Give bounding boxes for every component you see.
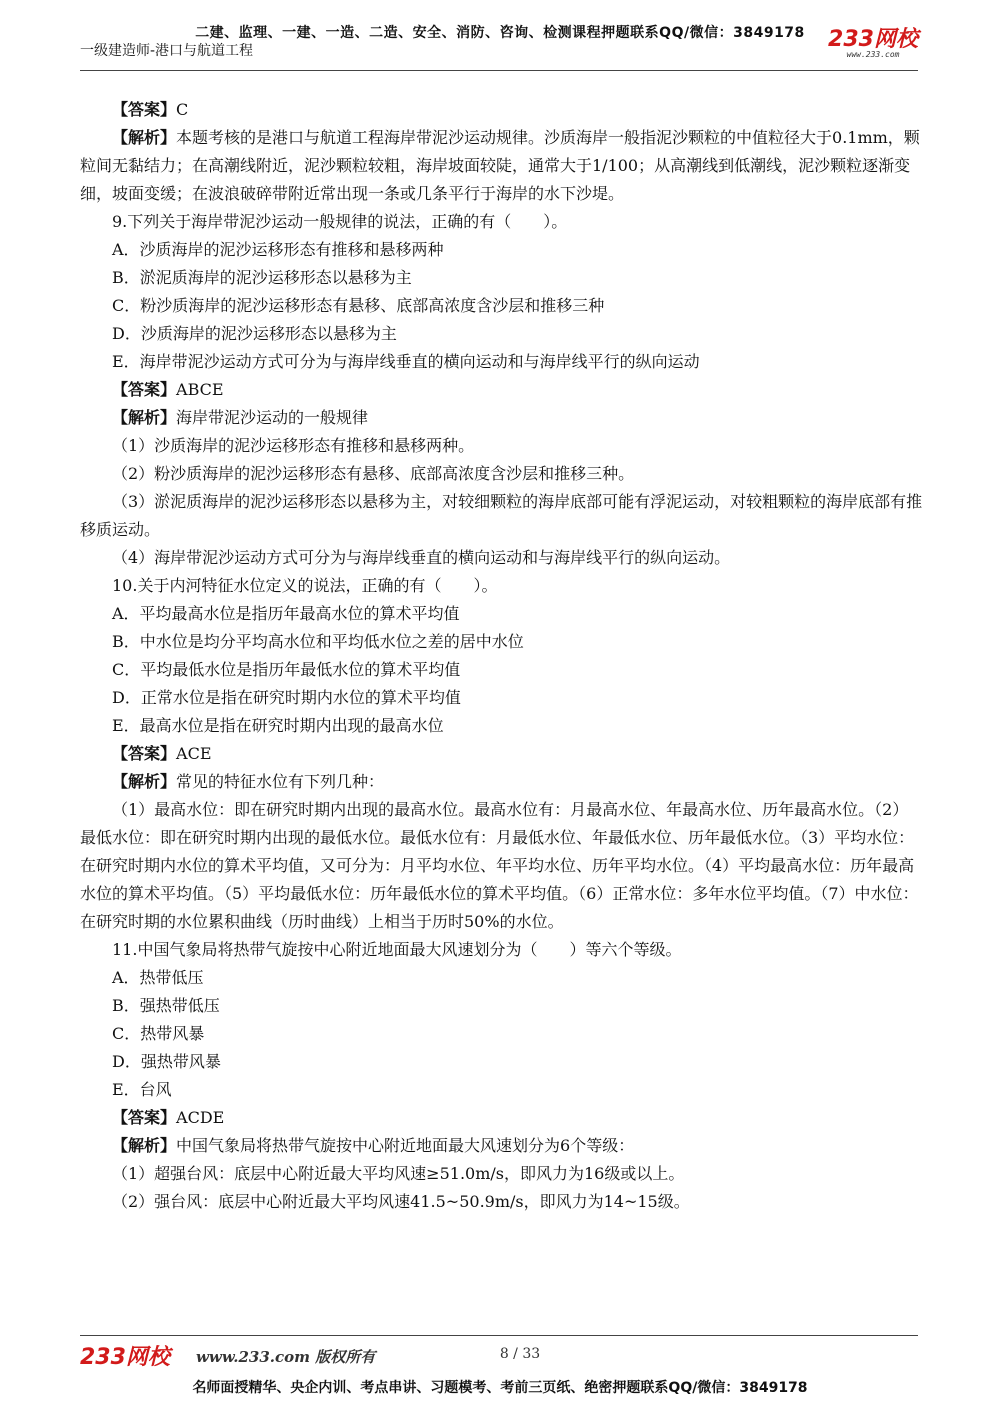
header-logo: [818, 28, 928, 59]
footer-divider: [80, 1335, 918, 1336]
header-divider: [80, 70, 918, 71]
paragraph: [80, 600, 924, 628]
paragraph-text: A．沙质海岸的泥沙运移形态有推移和悬移两种: [112, 240, 444, 259]
paragraph-text: B．强热带低压: [112, 996, 220, 1015]
paragraph: [80, 96, 924, 124]
paragraph: [80, 488, 924, 544]
page-number: 8 / 33: [499, 1346, 541, 1362]
paragraph-text: E．最高水位是指在研究时期内出现的最高水位: [112, 716, 444, 735]
paragraph-text: D．沙质海岸的泥沙运移形态以悬移为主: [112, 324, 397, 343]
paragraph: [80, 320, 924, 348]
paragraph: [80, 264, 924, 292]
paragraph: [80, 712, 924, 740]
paragraph-text: 中国气象局将热带气旋按中心附近地面最大风速划分为6个等级：: [176, 1136, 635, 1155]
paragraph: [80, 992, 924, 1020]
paragraph: [80, 432, 924, 460]
paragraph-text: （4）海岸带泥沙运动方式可分为与海岸线垂直的横向运动和与海岸线平行的纵向运动。: [112, 548, 731, 567]
paragraph: [80, 572, 924, 600]
paragraph-text: 海岸带泥沙运动的一般规律: [176, 408, 369, 427]
paragraph: [80, 544, 924, 572]
footer-logo-text: 233网校: [80, 1345, 170, 1370]
paragraph-tag: 【解析】: [112, 128, 177, 147]
paragraph-text: 11.中国气象局将热带气旋按中心附近地面最大风速划分为（ ）等六个等级。: [112, 940, 682, 959]
paragraph-text: C．粉沙质海岸的泥沙运移形态有悬移、底部高浓度含沙层和推移三种: [112, 296, 605, 315]
header-logo-url: www.233.com: [846, 50, 900, 59]
paragraph-tag: 【解析】: [112, 408, 177, 427]
paragraph-text: C．热带风暴: [112, 1024, 205, 1043]
paragraph: [80, 796, 924, 936]
paragraph-text: 9.下列关于海岸带泥沙运动一般规律的说法，正确的有（ ）。: [112, 212, 568, 231]
paragraph-text: B．淤泥质海岸的泥沙运移形态以悬移为主: [112, 268, 412, 287]
paragraph: [80, 684, 924, 712]
paragraph: [80, 628, 924, 656]
paragraph: [80, 348, 924, 376]
paragraph-text: A．热带低压: [112, 968, 204, 987]
paragraph-text: （1）最高水位：即在研究时期内出现的最高水位。最高水位有：月最高水位、年最高水位、历年最高水位。（2）最低水位：即在研究时期内出现的最低水位。最低水位有：月最低水位、年最低水位、历年最低水位。（3）平均水位：在研究时期内水位的算术平均值，又可分为：月平均水位、年平均水位、历年平均水位。（4）平均最高水位：历年最高水位的算术平均值。（5）平均最低水位：历年最低水位的算术平均值。（6）正常水位：多年水位平均值。（7）中水位：在研究时期的水位累积曲线（历时曲线）上相当于历时50%的水位。: [80, 800, 919, 931]
paragraph: [80, 936, 924, 964]
paragraph: [80, 460, 924, 488]
header-promo: 二建、监理、一建、一造、二造、安全、消防、咨询、检测课程押题联系QQ/微信：3849178: [195, 25, 805, 41]
paragraph-text: E．台风: [112, 1080, 172, 1099]
paragraph: [80, 964, 924, 992]
paragraph: [80, 740, 924, 768]
footer-promo: 名师面授精华、央企内训、考点串讲、习题模考、考前三页纸、绝密押题联系QQ/微信：3849178: [192, 1380, 808, 1396]
paragraph: [80, 292, 924, 320]
paragraph: [80, 404, 924, 432]
paragraph: [80, 1188, 924, 1216]
header-subject: 一级建造师-港口与航道工程: [80, 43, 254, 59]
footer-copyright: www.233.com 版权所有: [196, 1348, 376, 1366]
paragraph-text: ABCE: [176, 380, 224, 399]
paragraph-text: （2）粉沙质海岸的泥沙运移形态有悬移、底部高浓度含沙层和推移三种。: [112, 464, 635, 483]
paragraph-text: A．平均最高水位是指历年最高水位的算术平均值: [112, 604, 460, 623]
paragraph-text: （2）强台风：底层中心附近最大平均风速41.5~50.9m/s，即风力为14~15级。: [112, 1192, 690, 1211]
paragraph: [80, 124, 924, 208]
document-body: [80, 96, 924, 1216]
paragraph: [80, 1160, 924, 1188]
paragraph-tag: 【解析】: [112, 1136, 177, 1155]
paragraph-text: （1）超强台风：底层中心附近最大平均风速≥51.0m/s，即风力为16级或以上。: [112, 1164, 685, 1183]
paragraph: [80, 1104, 924, 1132]
paragraph: [80, 208, 924, 236]
paragraph-text: 本题考核的是港口与航道工程海岸带泥沙运动规律。沙质海岸一般指泥沙颗粒的中值粒径大于0.1mm，颗粒间无黏结力；在高潮线附近，泥沙颗粒较粗，海岸坡面较陡，通常大于1/100；从高潮线到低潮线，泥沙颗粒逐渐变细，坡面变缓；在波浪破碎带附近常出现一条或几条平行于海岸的水下沙堤。: [80, 128, 920, 203]
paragraph-text: ACE: [176, 744, 212, 763]
paragraph: [80, 376, 924, 404]
paragraph-text: ACDE: [176, 1108, 225, 1127]
paragraph-tag: 【答案】: [112, 744, 177, 763]
paragraph: [80, 656, 924, 684]
paragraph: [80, 236, 924, 264]
paragraph-tag: 【答案】: [112, 380, 177, 399]
paragraph-text: C: [176, 100, 189, 119]
paragraph-text: 常见的特征水位有下列几种：: [176, 772, 385, 791]
header-logo-text: 233网校: [828, 27, 918, 52]
paragraph-tag: 【答案】: [112, 100, 177, 119]
paragraph-text: B．中水位是均分平均高水位和平均低水位之差的居中水位: [112, 632, 524, 651]
paragraph-text: E．海岸带泥沙运动方式可分为与海岸线垂直的横向运动和与海岸线平行的纵向运动: [112, 352, 700, 371]
paragraph-text: D．正常水位是指在研究时期内水位的算术平均值: [112, 688, 461, 707]
paragraph: [80, 1020, 924, 1048]
paragraph-tag: 【答案】: [112, 1108, 177, 1127]
paragraph-text: （1）沙质海岸的泥沙运移形态有推移和悬移两种。: [112, 436, 475, 455]
paragraph: [80, 768, 924, 796]
paragraph: [80, 1076, 924, 1104]
paragraph: [80, 1132, 924, 1160]
paragraph-tag: 【解析】: [112, 772, 177, 791]
paragraph: [80, 1048, 924, 1076]
paragraph-text: D．强热带风暴: [112, 1052, 221, 1071]
paragraph-text: C．平均最低水位是指历年最低水位的算术平均值: [112, 660, 461, 679]
paragraph-text: 10.关于内河特征水位定义的说法，正确的有（ ）。: [112, 576, 498, 595]
paragraph-text: （3）淤泥质海岸的泥沙运移形态以悬移为主，对较细颗粒的海岸底部可能有浮泥运动，对较粗颗粒的海岸底部有推移质运动。: [80, 492, 923, 539]
